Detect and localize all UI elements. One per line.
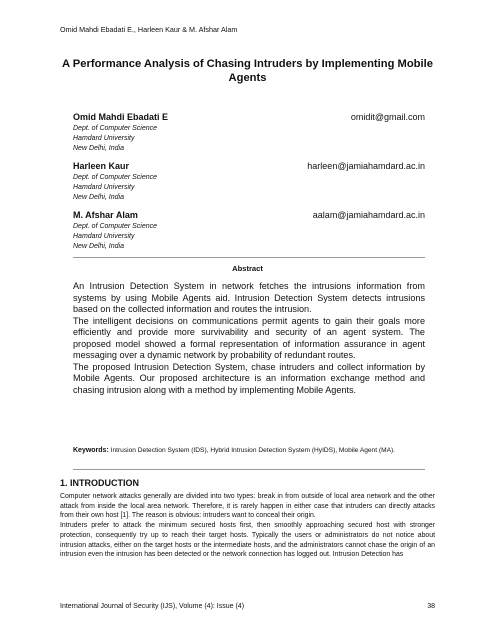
keywords-text: Intrusion Detection System (IDS), Hybrid Intrusion Detection System (HyIDS), Mobile Agent (MA). [110, 447, 395, 454]
introduction-body [60, 492, 435, 560]
affiliation-dept: Dept. of Computer Science [73, 223, 158, 230]
abstract-top-rule [73, 257, 425, 258]
author-email: aalam@jamiahamdard.ac.in [312, 210, 425, 220]
author-affiliation [73, 124, 157, 153]
abstract-paragraph: An Intrusion Detection System in network fetches the intrusions information from systems by using Mobile Agents aid. Intrusion Detection System detects intrusions based on the collected information and routes the intrusion. [73, 281, 425, 314]
affiliation-university: Hamdard University [73, 232, 135, 240]
keywords [73, 446, 425, 456]
abstract-heading: Abstract [232, 264, 263, 273]
paper-title: A Performance Analysis of Chasing Intruders by Implementing Mobile Agents [62, 58, 433, 84]
author-name: M. Afshar Alam [73, 210, 138, 220]
author-affiliation [73, 222, 157, 251]
introduction-paragraph: Intruders prefer to attack the minimum secured hosts first, then smoothly approaching secured host with stronger protection, consequently try up to reach their target hosts. Typically the users or administrators do not notice about intrusion attacks, either on the target hosts or the intermediate hosts, and the administrators cannot chase the origin of an intrusion even the intrusion has been detected or the network connection has logged out. Intrusion Detection has [60, 522, 435, 559]
footer-journal: International Journal of Security (IJS), Volume (4): Issue (4) [60, 603, 245, 610]
author-affiliation [73, 173, 157, 202]
affiliation-university: Hamdard University [73, 134, 135, 142]
keywords-label: Keywords: [73, 447, 109, 454]
abstract-paragraph: The proposed Intrusion Detection System, chase intruders and collect information by Mobile Agents. Our proposed architecture is an information exchange method and chasing intrusion along with a method by implementing Mobile Agents. [73, 361, 425, 395]
abstract-bottom-rule [73, 469, 425, 470]
author-name: Harleen Kaur [73, 161, 130, 171]
affiliation-city: New Delhi, India [73, 242, 124, 250]
affiliation-dept: Dept. of Computer Science [73, 125, 158, 132]
affiliation-dept: Dept. of Computer Science [73, 174, 158, 181]
affiliation-city: New Delhi, India [73, 144, 124, 152]
abstract-paragraph: The intelligent decisions on communications permit agents to gain their goals more efficiently and provide more survivability and security of an agent system. The proposed model showed a formal representation of information assurance in agent messaging over a dynamic network by probability of redundant routes. [73, 315, 425, 360]
author-name: Omid Mahdi Ebadati E [73, 112, 169, 122]
introduction-paragraph: Computer network attacks generally are divided into two types: break in from outside of local area network and the other attack from inside the local area network. Therefore, it is rarely happen in either case that intruders can directly attacks from their own host [1]. The reason is obvious: intruders want to conceal their origin. [60, 493, 435, 520]
affiliation-university: Hamdard University [73, 183, 135, 191]
abstract-body [73, 281, 425, 396]
affiliation-city: New Delhi, India [73, 193, 124, 201]
section-heading-introduction: 1. INTRODUCTION [60, 478, 140, 488]
footer-page-number: 38 [427, 603, 435, 610]
author-email: omidit@gmail.com [350, 112, 425, 122]
author-email: harleen@jamiahamdard.ac.in [307, 161, 425, 171]
running-head: Omid Mahdi Ebadati E., Harleen Kaur & M. Afshar Alam [60, 25, 238, 34]
